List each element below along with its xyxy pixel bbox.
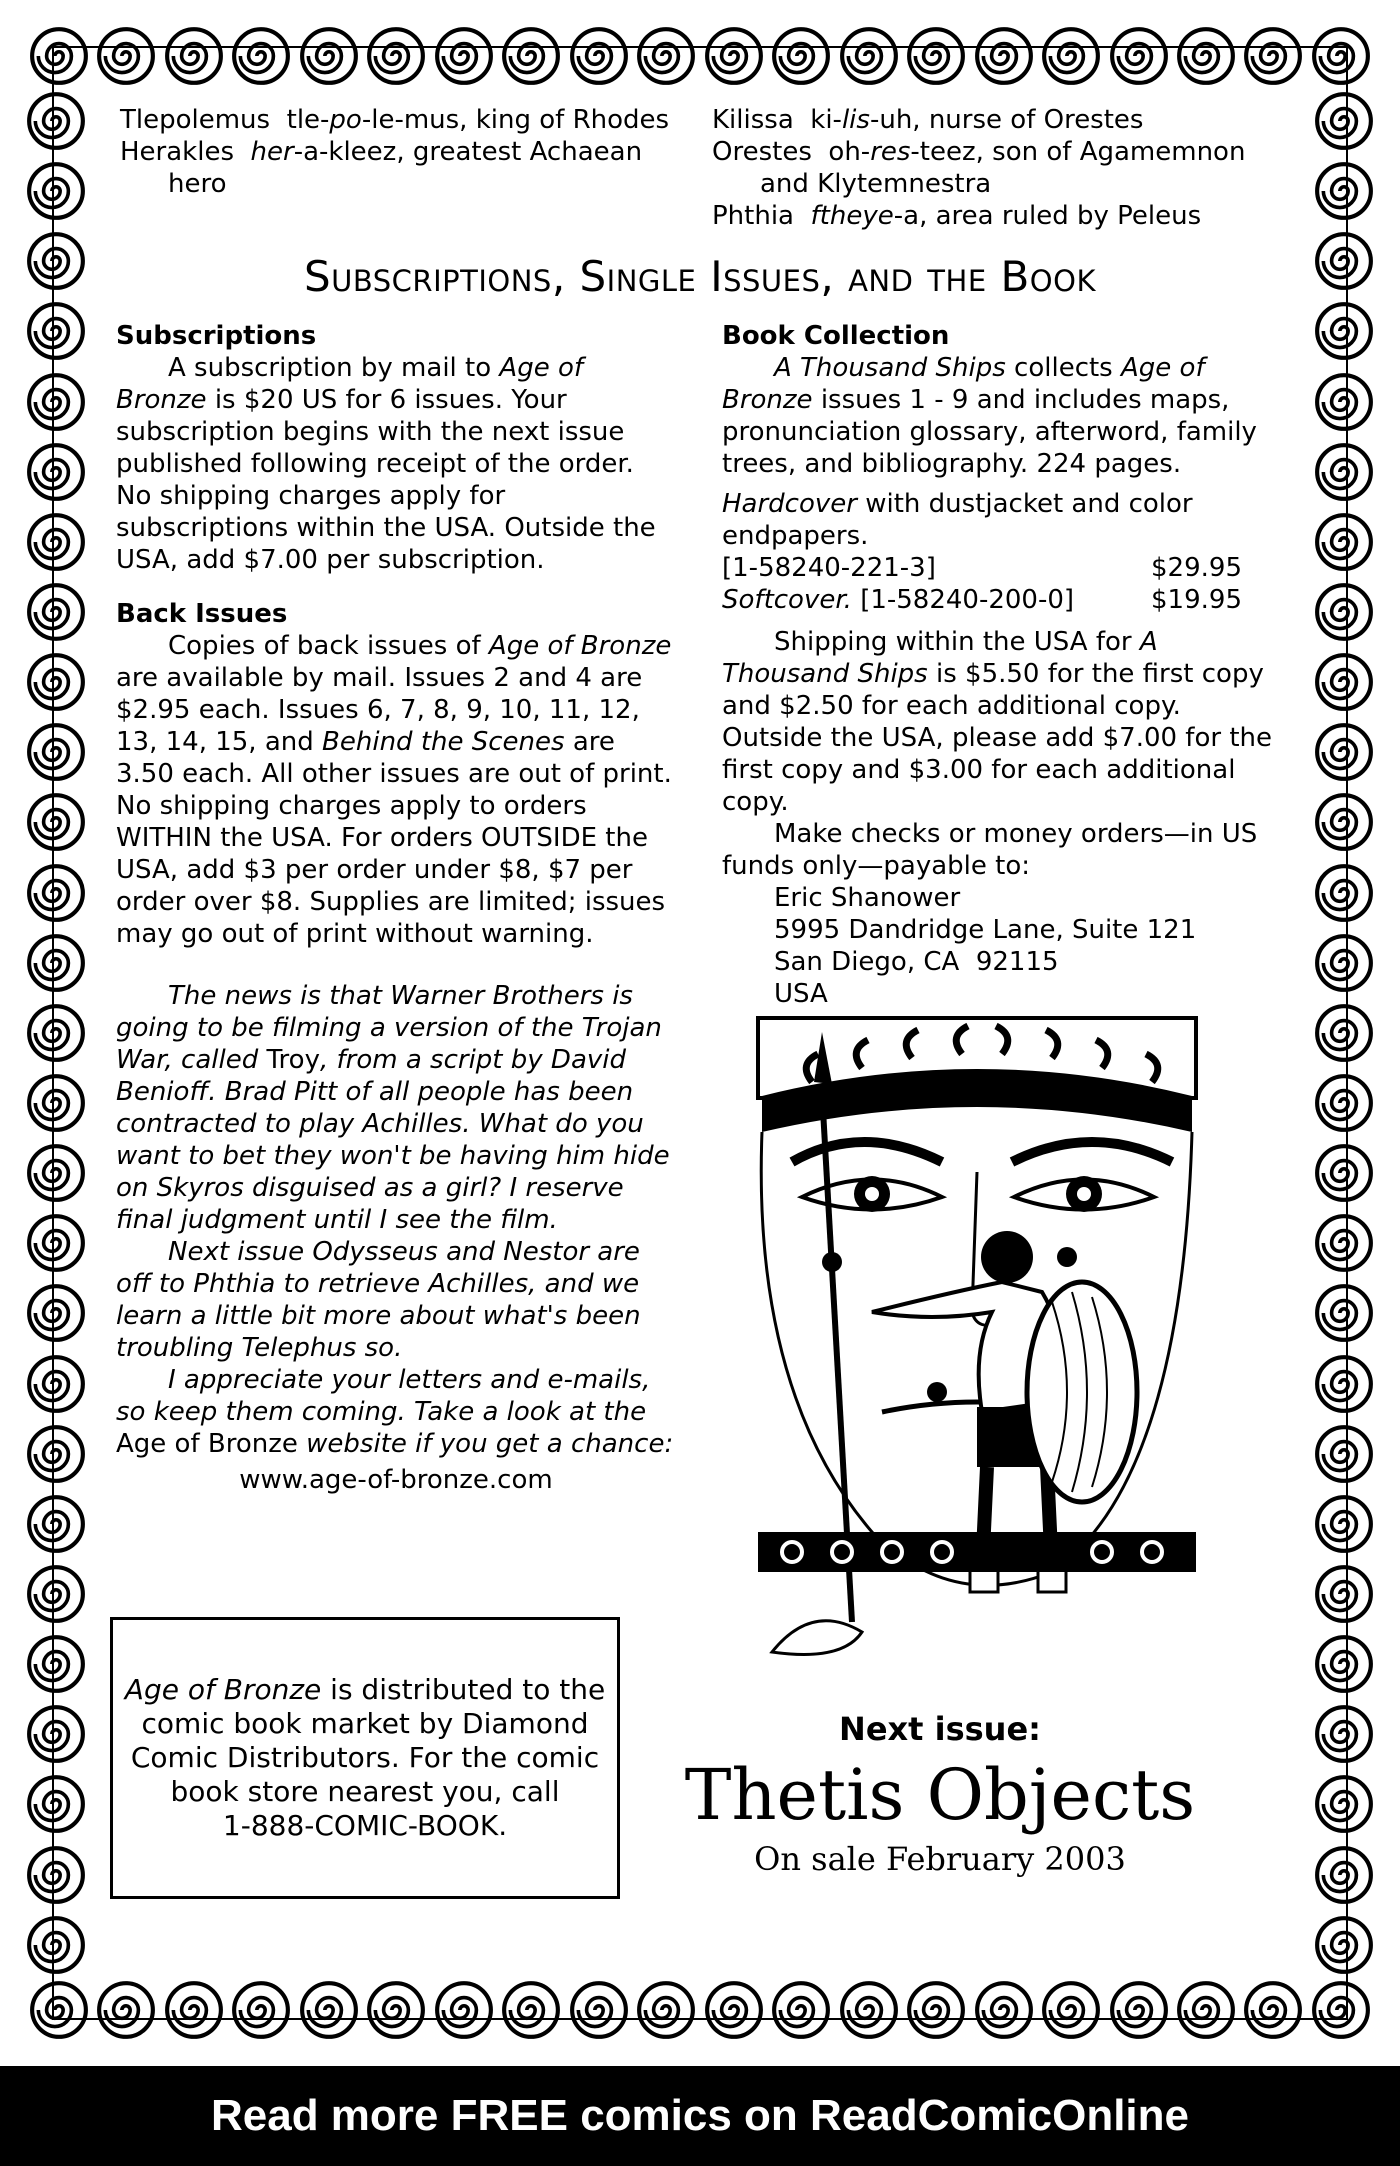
spiral-ornament bbox=[1175, 25, 1237, 87]
spiral-ornament bbox=[25, 1703, 87, 1765]
text-run: The news is that Warner Brothers is going to be filming a version of the Trojan War, called bbox=[116, 981, 662, 1075]
glossary-term: Phthia bbox=[712, 201, 794, 231]
spiral-ornament bbox=[1313, 300, 1375, 362]
spiral-ornament bbox=[1040, 25, 1102, 87]
spiral-ornament bbox=[365, 1979, 427, 2041]
spiral-ornament bbox=[25, 1142, 87, 1204]
text-run: collects bbox=[1005, 353, 1121, 383]
spiral-ornament bbox=[1313, 230, 1375, 292]
glossary-pron: -le-mus, bbox=[361, 105, 468, 135]
spiral-ornament bbox=[25, 160, 87, 222]
spiral-ornament bbox=[25, 1212, 87, 1274]
spiral-ornament bbox=[433, 25, 495, 87]
spiral-ornament bbox=[25, 1282, 87, 1344]
spiral-ornament bbox=[28, 1979, 90, 2041]
news-paragraph: Next issue Odysseus and Nestor are off to Phthia to retrieve Achilles, and we learn a little bit more about what's been troubling Telephus so. bbox=[116, 1237, 641, 1363]
spiral-ornament bbox=[230, 25, 292, 87]
glossary-term: Tlepolemus bbox=[120, 105, 271, 135]
text-run: , from a script by David Benioff. Brad Pitt of all people has been contracted to play Achilles. What do you want to bet they won't be having him hide on Skyros disguised as a girl? I reserve final judgment until I see the film. bbox=[116, 1045, 670, 1235]
spiral-ornament bbox=[1313, 1844, 1375, 1906]
address-line: San Diego, CA 92115 bbox=[774, 947, 1059, 977]
text-run: I appreciate your letters and e-mails, so keep them coming. Take a look at the bbox=[116, 1365, 651, 1427]
spiral-ornament bbox=[770, 1979, 832, 2041]
spiral-ornament bbox=[25, 1002, 87, 1064]
title-run: Behind the Scenes bbox=[322, 727, 565, 757]
glossary-left bbox=[120, 104, 680, 200]
glossary-pron-stress: her bbox=[250, 137, 294, 167]
glossary-entry bbox=[120, 104, 680, 136]
spiral-ornament bbox=[1313, 1703, 1375, 1765]
spiral-ornament bbox=[635, 1979, 697, 2041]
text-run: is $5.50 for the first copy and $2.50 for each additional copy. Outside the USA, please add $7.00 for the first copy and $3.00 for each additional copy. bbox=[722, 659, 1272, 817]
softcover-label-group bbox=[722, 584, 1074, 616]
title-run: A Thousand Ships bbox=[774, 353, 1006, 383]
address-line: Eric Shanower bbox=[774, 883, 961, 913]
spiral-ornament bbox=[25, 651, 87, 713]
glossary-desc: son of Agamemnon and Klytemnestra bbox=[760, 137, 1246, 199]
glossary-term: Kilissa bbox=[712, 105, 794, 135]
distribution-box bbox=[110, 1617, 620, 1899]
glossary-desc: area ruled by Peleus bbox=[935, 201, 1202, 231]
spiral-ornament bbox=[568, 1979, 630, 2041]
spiral-ornament bbox=[500, 1979, 562, 2041]
title-run: Age of Bronze bbox=[116, 1429, 298, 1459]
section-title: Subscriptions, Single Issues, and the Book bbox=[304, 252, 1096, 301]
spiral-border-top bbox=[28, 22, 1372, 90]
text-run: is $20 US for 6 issues. Your subscription begins with the next issue published following receipt of the order. No shipping charges apply for subscriptions within the USA. Outside the USA, add $7.00 per subscription. bbox=[116, 385, 656, 575]
spiral-ornament bbox=[1313, 862, 1375, 924]
spiral-ornament bbox=[298, 25, 360, 87]
phone-number: 1-888-COMIC-BOOK. bbox=[222, 1809, 508, 1842]
spiral-ornament bbox=[25, 791, 87, 853]
spiral-ornament bbox=[25, 1493, 87, 1555]
glossary-term: Orestes bbox=[712, 137, 812, 167]
spiral-ornament bbox=[25, 1773, 87, 1835]
spiral-ornament bbox=[905, 25, 967, 87]
spiral-ornament bbox=[95, 1979, 157, 2041]
glossary-term: Herakles bbox=[120, 137, 234, 167]
spiral-ornament bbox=[703, 1979, 765, 2041]
title-run: Troy bbox=[266, 1045, 320, 1075]
text-run: Shipping within the USA for bbox=[774, 627, 1140, 657]
spiral-ornament bbox=[1310, 1979, 1372, 2041]
spiral-ornament bbox=[1313, 1282, 1375, 1344]
spiral-border-bottom bbox=[28, 1976, 1372, 2044]
spiral-ornament bbox=[433, 1979, 495, 2041]
glossary-desc: greatest Achaean hero bbox=[168, 137, 643, 199]
title-run: Age of Bronze bbox=[124, 1673, 322, 1706]
spiral-ornament bbox=[1313, 160, 1375, 222]
mailing-address bbox=[722, 882, 1282, 1010]
glossary-entry bbox=[712, 136, 1272, 200]
spiral-ornament bbox=[1313, 791, 1375, 853]
news-paragraph bbox=[116, 980, 676, 1236]
spiral-ornament bbox=[25, 1844, 87, 1906]
title-run: Age of Bronze bbox=[116, 353, 584, 415]
spiral-ornament bbox=[25, 90, 87, 152]
spiral-ornament bbox=[230, 1979, 292, 2041]
spiral-ornament bbox=[25, 1353, 87, 1415]
spiral-ornament bbox=[25, 230, 87, 292]
text-run: A subscription by mail to bbox=[168, 353, 500, 383]
text-run: issues 1 - 9 and includes maps, pronunciation glossary, afterword, family trees, and bibliography. 224 pages. bbox=[722, 385, 1257, 479]
spiral-ornament bbox=[163, 25, 225, 87]
spiral-ornament bbox=[1313, 371, 1375, 433]
glossary-desc: nurse of Orestes bbox=[928, 105, 1144, 135]
spiral-ornament bbox=[838, 25, 900, 87]
spiral-ornament bbox=[25, 441, 87, 503]
address-line: USA bbox=[774, 979, 828, 1009]
price: $19.95 bbox=[1151, 585, 1242, 615]
spiral-ornament bbox=[905, 1979, 967, 2041]
title-run: Age of Bronze bbox=[722, 353, 1205, 415]
glossary-pron: -teez, bbox=[910, 137, 984, 167]
spiral-ornament bbox=[1313, 1423, 1375, 1485]
next-issue-label: Next issue: bbox=[839, 1710, 1041, 1748]
spiral-ornament bbox=[1313, 1493, 1375, 1555]
shipping-text bbox=[722, 626, 1282, 818]
right-column bbox=[722, 320, 1282, 1010]
next-issue-title: Thetis Objects bbox=[684, 1754, 1196, 1836]
spiral-ornament bbox=[1313, 1633, 1375, 1695]
glossary-entry bbox=[712, 104, 1272, 136]
glossary-pron: -a, bbox=[893, 201, 928, 231]
glossary-pron-stress: ftheye bbox=[810, 201, 894, 231]
price: $29.95 bbox=[1151, 553, 1242, 583]
spiral-ornament bbox=[770, 25, 832, 87]
spiral-ornament bbox=[298, 1979, 360, 2041]
spiral-ornament bbox=[1313, 1212, 1375, 1274]
glossary-right bbox=[712, 104, 1272, 232]
text-run: Copies of back issues of bbox=[168, 631, 489, 661]
spiral-ornament bbox=[1175, 1979, 1237, 2041]
glossary-pron: -a-kleez, bbox=[293, 137, 405, 167]
spiral-ornament bbox=[25, 1423, 87, 1485]
spiral-ornament bbox=[703, 25, 765, 87]
address-line: 5995 Dandridge Lane, Suite 121 bbox=[774, 915, 1197, 945]
spiral-ornament bbox=[973, 25, 1035, 87]
spiral-ornament bbox=[635, 25, 697, 87]
glossary-pron-stress: po bbox=[329, 105, 362, 135]
glossary-desc: king of Rhodes bbox=[475, 105, 670, 135]
website-url: www.age-of-bronze.com bbox=[239, 1465, 553, 1495]
text-run: website if you get a chance: bbox=[297, 1429, 674, 1459]
spiral-ornament bbox=[163, 1979, 225, 2041]
news-block bbox=[116, 980, 676, 1496]
spiral-ornament bbox=[973, 1979, 1035, 2041]
spiral-ornament bbox=[1242, 1979, 1304, 2041]
glossary-pron-stress: lis bbox=[841, 105, 870, 135]
text-run: are available by mail. Issues 2 and 4 are $2.95 each. Issues 6, 7, 8, 9, 10, 11, 12, 13, 14, 15, and bbox=[116, 663, 643, 757]
spiral-ornament bbox=[25, 300, 87, 362]
book-text bbox=[722, 352, 1282, 480]
spiral-ornament bbox=[1313, 90, 1375, 152]
spiral-ornament bbox=[25, 1914, 87, 1976]
book-heading: Book Collection bbox=[722, 321, 950, 351]
title-run: Age of Bronze bbox=[488, 631, 672, 661]
back-issues-text bbox=[116, 630, 676, 950]
spiral-border-right bbox=[1310, 90, 1378, 1976]
text-run: are 3.50 each. All other issues are out of print. No shipping charges apply to orders WITHIN the USA. For orders OUTSIDE the USA, add $3 per order under $8, $7 per order over $8. Supplies are limited; issues may go out of print without warning. bbox=[116, 727, 672, 949]
spiral-ornament bbox=[25, 1633, 87, 1695]
distribution-text bbox=[113, 1673, 617, 1843]
checks-text: Make checks or money orders—in US funds only—payable to: bbox=[722, 819, 1258, 881]
spiral-ornament bbox=[1313, 581, 1375, 643]
spiral-ornament bbox=[25, 932, 87, 994]
spiral-ornament bbox=[1040, 1979, 1102, 2041]
spiral-ornament bbox=[1313, 721, 1375, 783]
softcover-price-row bbox=[722, 584, 1282, 616]
news-paragraph bbox=[116, 1364, 676, 1460]
spiral-ornament bbox=[1313, 1142, 1375, 1204]
spiral-ornament bbox=[25, 511, 87, 573]
spiral-ornament bbox=[1313, 1353, 1375, 1415]
spiral-ornament bbox=[838, 1979, 900, 2041]
spiral-ornament bbox=[28, 25, 90, 87]
spiral-ornament bbox=[365, 25, 427, 87]
footer-banner: Read more FREE comics on ReadComicOnline bbox=[0, 2066, 1400, 2166]
spiral-ornament bbox=[500, 25, 562, 87]
subscriptions-text bbox=[116, 352, 676, 576]
spiral-ornament bbox=[25, 1072, 87, 1134]
isbn: [1-58240-221-3] bbox=[722, 553, 936, 583]
spiral-ornament bbox=[25, 1563, 87, 1625]
title-run: Softcover. bbox=[722, 585, 852, 615]
isbn: [1-58240-200-0] bbox=[860, 585, 1075, 615]
title-run: A Thousand Ships bbox=[722, 627, 1158, 689]
on-sale-date: On sale February 2003 bbox=[754, 1840, 1126, 1878]
glossary-pron: tle- bbox=[286, 105, 330, 135]
spiral-ornament bbox=[1313, 1002, 1375, 1064]
title-run: Hardcover bbox=[722, 489, 857, 519]
glossary-entry bbox=[120, 136, 680, 200]
spiral-ornament bbox=[1313, 1914, 1375, 1976]
spiral-ornament bbox=[1313, 1072, 1375, 1134]
spiral-ornament bbox=[95, 25, 157, 87]
subscriptions-heading: Subscriptions bbox=[116, 321, 317, 351]
spiral-ornament bbox=[25, 581, 87, 643]
warrior-illustration bbox=[752, 1012, 1202, 1662]
spiral-ornament bbox=[1313, 651, 1375, 713]
spiral-ornament bbox=[25, 862, 87, 924]
glossary-entry bbox=[712, 200, 1272, 232]
glossary-pron: ki- bbox=[810, 105, 842, 135]
spiral-ornament bbox=[1313, 511, 1375, 573]
spiral-ornament bbox=[1108, 1979, 1170, 2041]
glossary-pron-stress: res bbox=[870, 137, 911, 167]
text-run: is distributed to the comic book market by Diamond Comic Distributors. For the comic book store nearest you, call bbox=[130, 1673, 606, 1808]
spiral-ornament bbox=[1242, 25, 1304, 87]
hardcover-line bbox=[722, 488, 1282, 552]
spiral-ornament bbox=[1313, 1563, 1375, 1625]
back-issues-heading: Back Issues bbox=[116, 599, 288, 629]
spiral-ornament bbox=[25, 721, 87, 783]
spiral-ornament bbox=[1313, 441, 1375, 503]
hardcover-price-row bbox=[722, 552, 1282, 584]
spiral-ornament bbox=[1108, 25, 1170, 87]
spiral-ornament bbox=[25, 371, 87, 433]
spiral-border-left bbox=[22, 90, 90, 1976]
spiral-ornament bbox=[1313, 1773, 1375, 1835]
glossary-pron: oh- bbox=[828, 137, 871, 167]
left-column bbox=[116, 320, 676, 1496]
spiral-ornament bbox=[1313, 932, 1375, 994]
glossary-pron: -uh, bbox=[869, 105, 921, 135]
spiral-ornament bbox=[568, 25, 630, 87]
text-run: with dustjacket and color endpapers. bbox=[722, 489, 1193, 551]
spiral-ornament bbox=[1310, 25, 1372, 87]
